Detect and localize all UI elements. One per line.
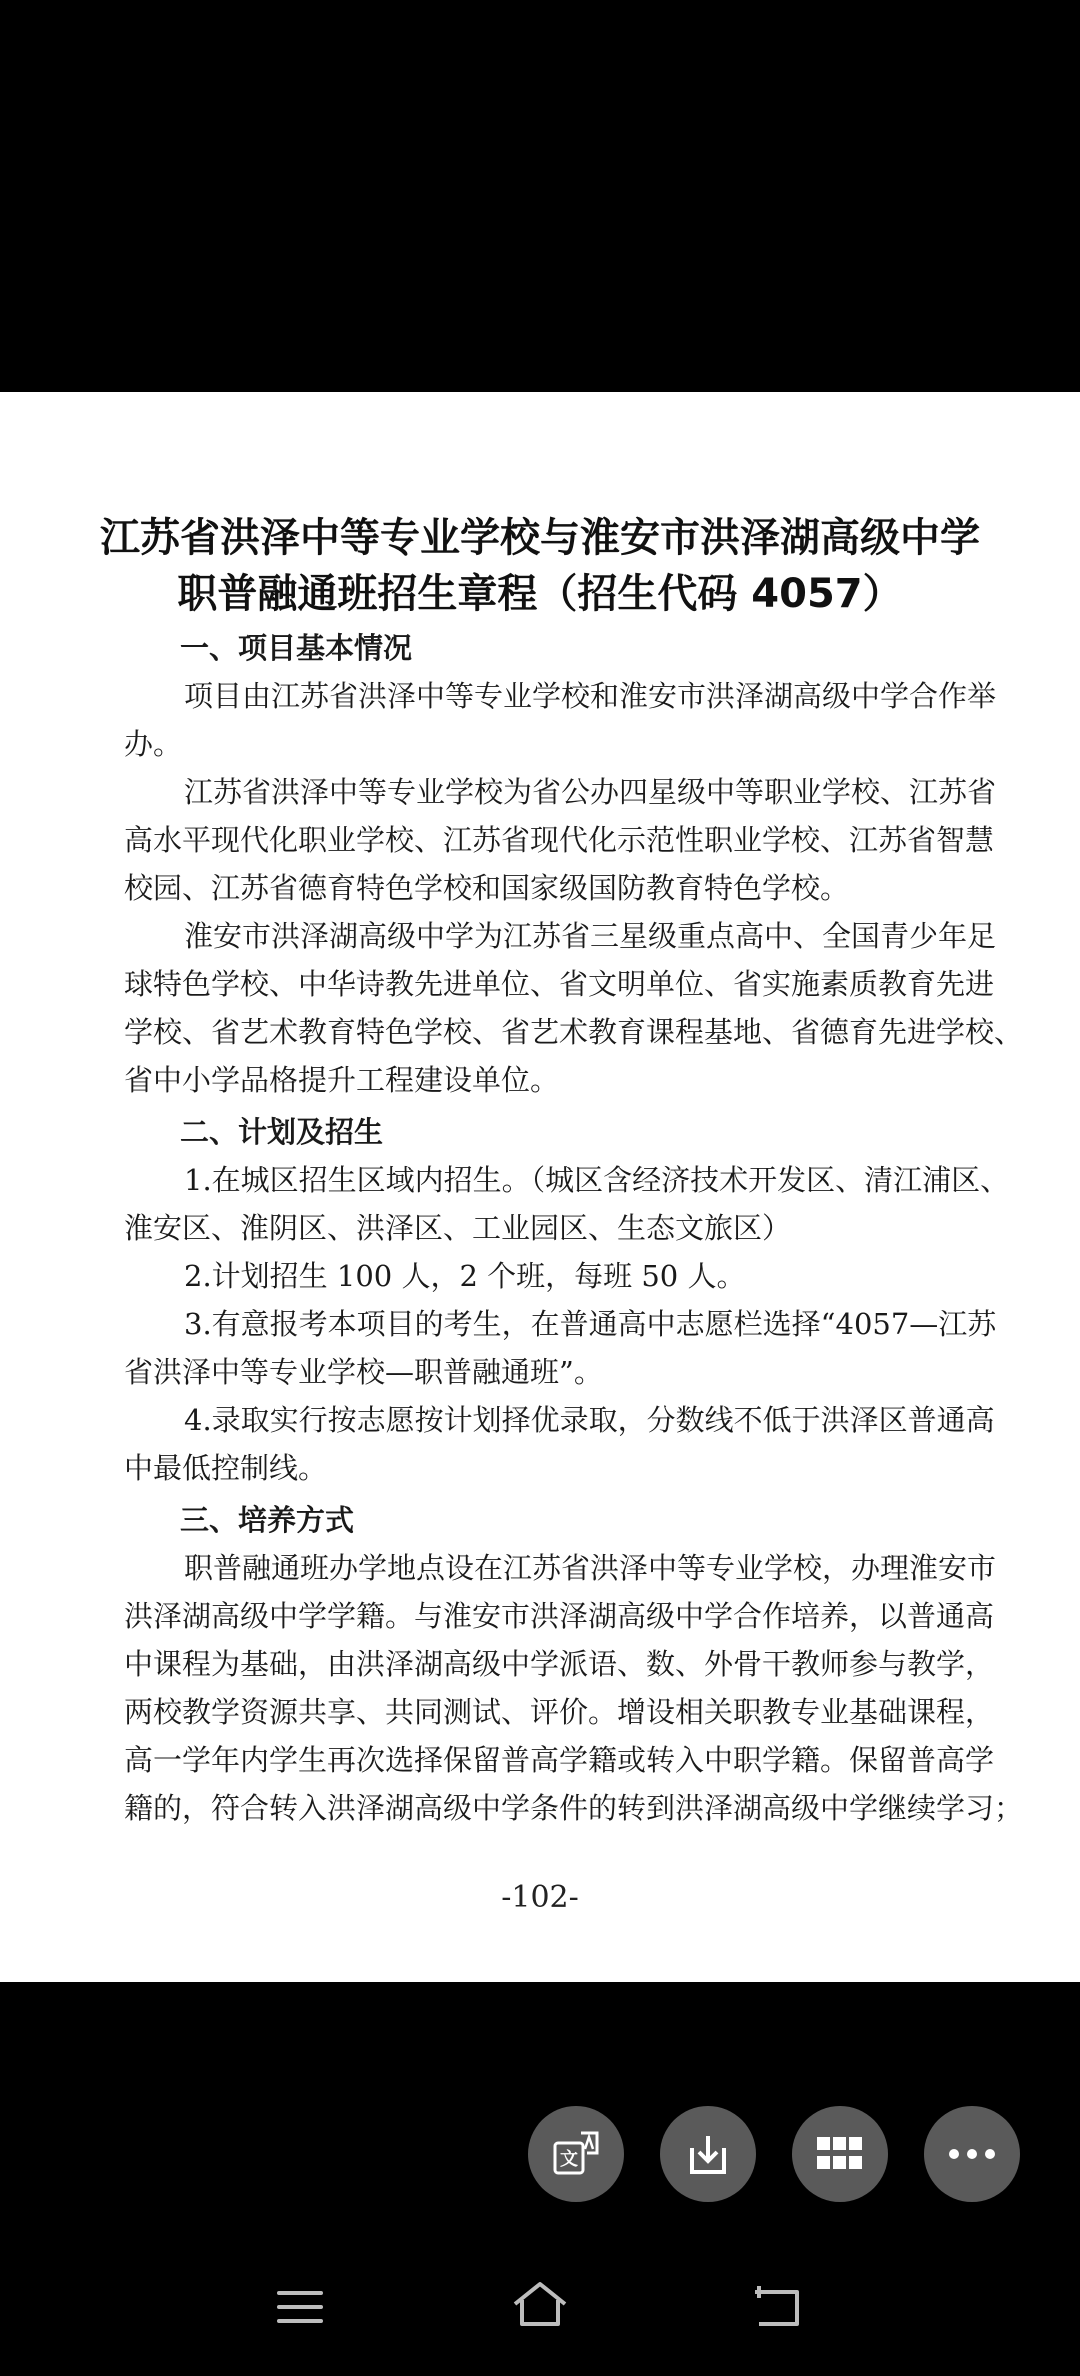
- paragraph-line: 籍的，符合转入洪泽湖高级中学条件的转到洪泽湖高级中学继续学习；: [124, 1791, 1024, 1825]
- paragraph-line: 洪泽湖高级中学学籍。与淮安市洪泽湖高级中学合作培养，以普通高: [124, 1599, 995, 1633]
- download-button[interactable]: [660, 2106, 756, 2202]
- paragraph-line: 两校教学资源共享、共同测试、评价。增设相关职教专业基础课程，: [124, 1695, 995, 1729]
- section-heading-2: 二、计划及招生: [180, 1115, 384, 1149]
- paragraph-line: 高水平现代化职业学校、江苏省现代化示范性职业学校、江苏省智慧: [124, 823, 995, 857]
- list-item-line: 2.计划招生 100 人，2 个班，每班 50 人。: [184, 1259, 746, 1293]
- paragraph-line: 高一学年内学生再次选择保留普高学籍或转入中职学籍。保留普高学: [124, 1743, 995, 1777]
- translate-icon: [551, 2129, 601, 2179]
- list-item-line: 淮安区、淮阴区、洪泽区、工业园区、生态文旅区）: [124, 1211, 792, 1245]
- paragraph-line: 江苏省洪泽中等专业学校为省公办四星级中等职业学校、江苏省: [184, 775, 997, 809]
- list-item-line: 中最低控制线。: [124, 1451, 328, 1485]
- home-nav-button[interactable]: [505, 2272, 575, 2342]
- page-number: -102-: [501, 1880, 579, 1915]
- translate-glyph: 文: [560, 2149, 578, 2170]
- paragraph-line: 中课程为基础，由洪泽湖高级中学派语、数、外骨干教师参与教学，: [124, 1647, 995, 1681]
- paragraph-line: 省中小学品格提升工程建设单位。: [124, 1063, 560, 1097]
- list-item-line: 1.在城区招生区域内招生。（城区含经济技术开发区、清江浦区、: [184, 1163, 1010, 1197]
- download-icon: [684, 2130, 732, 2178]
- document-title-line-2: 职普融通班招生章程（招生代码 4057）: [177, 571, 903, 617]
- grid-button[interactable]: [792, 2106, 888, 2202]
- more-button[interactable]: [924, 2106, 1020, 2202]
- paragraph-line: 球特色学校、中华诗教先进单位、省文明单位、省实施素质教育先进: [124, 967, 995, 1001]
- home-icon: [511, 2280, 569, 2334]
- paragraph-line: 校园、江苏省德育特色学校和国家级国防教育特色学校。: [124, 871, 850, 905]
- paragraph-line: 学校、省艺术教育特色学校、省艺术教育课程基地、省德育先进学校、: [124, 1015, 1024, 1049]
- list-item-line: 4.录取实行按志愿按计划择优录取，分数线不低于洪泽区普通高: [184, 1403, 995, 1437]
- paragraph-line: 职普融通班办学地点设在江苏省洪泽中等专业学校，办理淮安市: [184, 1551, 997, 1585]
- paragraph-line: 淮安市洪泽湖高级中学为江苏省三星级重点高中、全国青少年足: [184, 919, 997, 953]
- back-icon: [753, 2284, 807, 2334]
- paragraph-line: 项目由江苏省洪泽中等专业学校和淮安市洪泽湖高级中学合作举: [184, 679, 997, 713]
- back-nav-button[interactable]: [745, 2274, 815, 2344]
- list-item-line: 3.有意报考本项目的考生，在普通高中志愿栏选择“4057—江苏: [184, 1307, 997, 1341]
- section-heading-3: 三、培养方式: [180, 1503, 355, 1537]
- grid-icon: [815, 2134, 865, 2174]
- list-item-line: 省洪泽中等专业学校—职普融通班”。: [124, 1355, 603, 1389]
- translate-button[interactable]: [528, 2106, 624, 2202]
- document-page: [0, 392, 1080, 1982]
- menu-icon: [275, 2287, 325, 2331]
- section-heading-1: 一、项目基本情况: [180, 631, 413, 665]
- paragraph-line: 办。: [124, 727, 183, 761]
- menu-nav-button[interactable]: [265, 2274, 335, 2344]
- more-icon: [947, 2147, 997, 2161]
- document-title-line-1: 江苏省洪泽中等专业学校与淮安市洪泽湖高级中学: [100, 515, 980, 561]
